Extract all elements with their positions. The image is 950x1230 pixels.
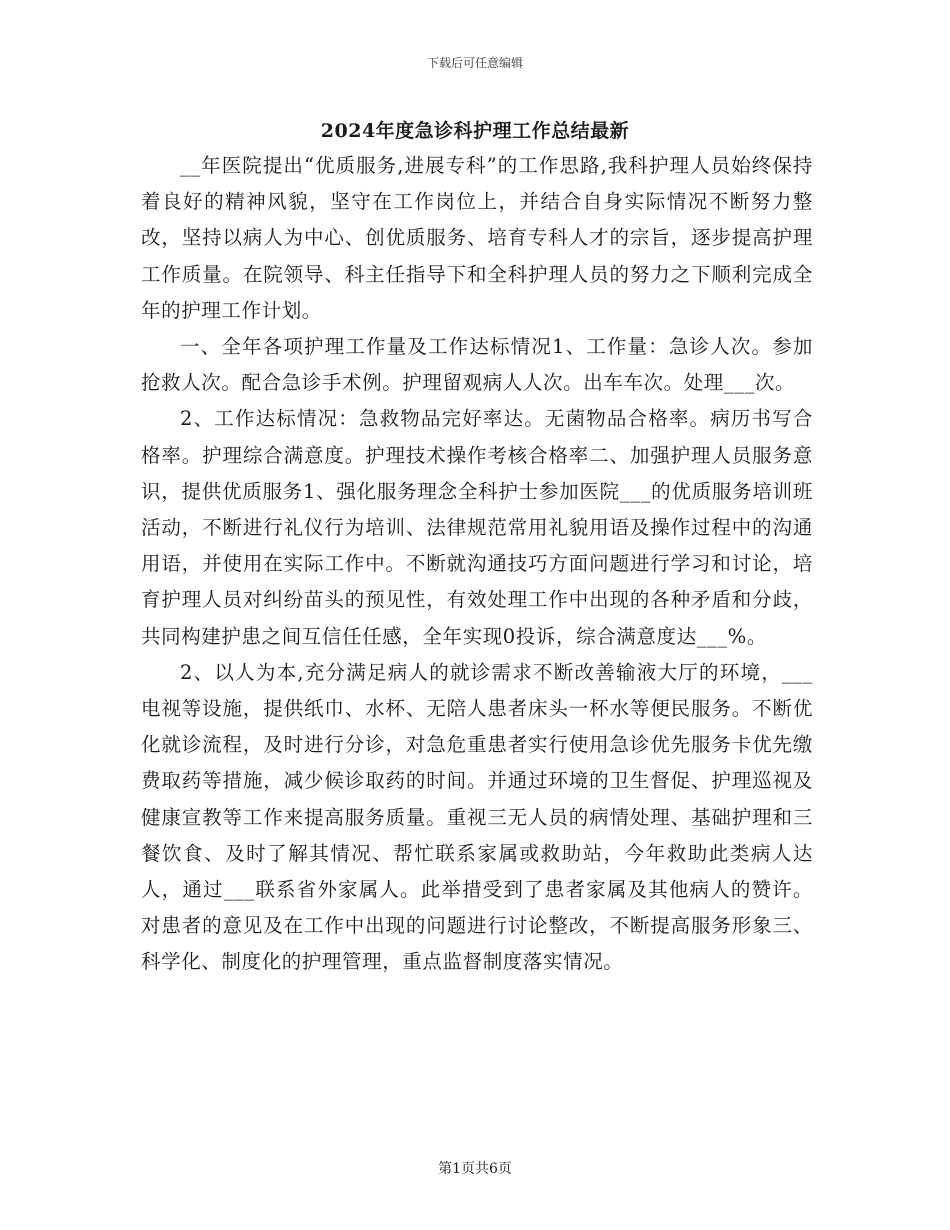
document-title: 2024年度急诊科护理工作总结最新 <box>320 120 630 142</box>
paragraph-workload: 一、全年各项护理工作量及工作达标情况1、工作量：急诊人次。参加抢救人次。配合急诊手术例。护理留观病人人次。出车车次。处理___次。 <box>141 335 813 395</box>
paragraph-patient-centered: 2、以人为本,充分满足病人的就诊需求不断改善输液大厅的环境，___电视等设施，提供纸巾、水杯、无陪人患者床头一杯水等便民服务。不断优化就诊流程，及时进行分诊，对急危重患者实行使用急诊优先服务卡优先缴费取药等措施，减少候诊取药的时间。并通过环境的卫生督促、护理巡视及健康宣教等工作来提高服务质量。重视三无人员的病情处理、基础护理和三餐饮食、及时了解其情况、帮忙联系家属或救助站，今年救助此类病人达人，通过___联系省外家属人。此举措受到了患者家属及其他病人的赞许。对患者的意见及在工作中出现的问题进行讨论整改，不断提高服务形象三、科学化、制度化的护理管理，重点监督制度落实情况。 <box>141 660 813 974</box>
page-number: 第1页共6页 <box>438 1161 512 1177</box>
header-note: 下载后可任意编辑 <box>426 56 523 70</box>
paragraph-standards: 2、工作达标情况：急救物品完好率达。无菌物品合格率。病历书写合格率。护理综合满意度。护理技术操作考核合格率二、加强护理人员服务意识，提供优质服务1、强化服务理念全科护士参加医院___的优质服务培训班活动，不断进行礼仪行为培训、法律规范常用礼貌用语及操作过程中的沟通用语，并使用在实际工作中。不断就沟通技巧方面问题进行学习和讨论，培育护理人员对纠纷苗头的预见性，有效处理工作中出现的各种矛盾和分歧，共同构建护患之间互信任任感，全年实现0投诉，综合满意度达___%。 <box>141 407 813 648</box>
paragraph-intro: __年医院提出“优质服务,进展专科”的工作思路,我科护理人员始终保持着良好的精神风貌，坚守在工作岗位上，并结合自身实际情况不断努力整改，坚持以病人为中心、创优质服务、培育专科人才的宗旨，逐步提高护理工作质量。在院领导、科主任指导下和全科护理人员的努力之下顺利完成全年的护理工作计划。 <box>141 154 813 322</box>
document-body <box>141 148 813 981</box>
